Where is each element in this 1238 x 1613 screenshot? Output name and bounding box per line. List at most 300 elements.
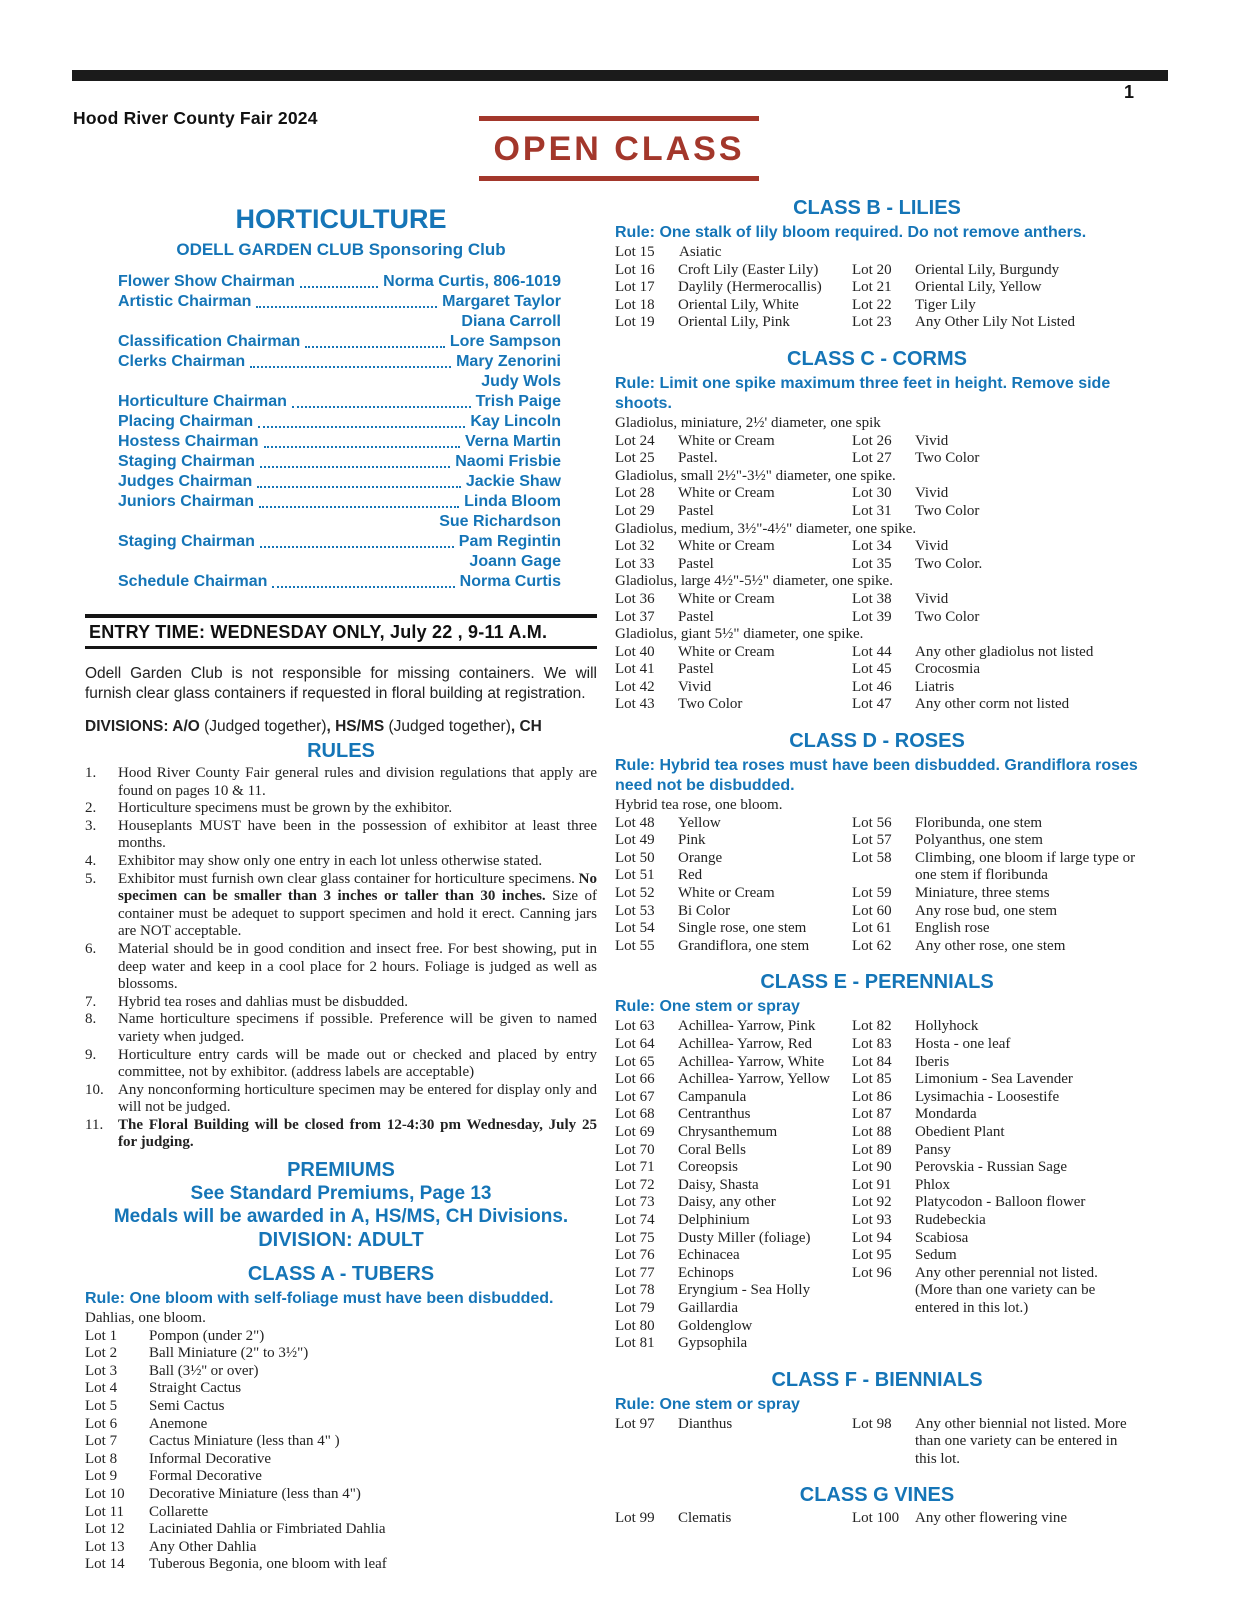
lot-row — [852, 1124, 1139, 1142]
lot-number: Lot 74 — [615, 1211, 655, 1228]
lot-number: Lot 34 — [852, 538, 892, 555]
lot-desc: Any rose bud, one stem — [915, 902, 1058, 919]
lot-desc: Achillea- Yarrow, Yellow — [678, 1071, 830, 1088]
lot-desc: Any other biennial not listed. More than one variety can be entered in this lot. — [915, 1415, 1127, 1467]
lot-number: Lot 97 — [615, 1415, 655, 1432]
lot-subcol-right — [852, 644, 1139, 714]
lot-row — [615, 1212, 852, 1230]
lot-desc: Ball (3½'' or over) — [149, 1362, 259, 1379]
rule-number: 9. — [85, 1046, 97, 1063]
lot-desc: Tuberous Begonia, one bloom with leaf — [149, 1556, 387, 1573]
lot-subcol-left — [615, 1416, 852, 1434]
lot-number: Lot 57 — [852, 832, 892, 849]
lot-columns — [615, 433, 1139, 468]
premiums-heading: PREMIUMS — [287, 1159, 395, 1182]
lot-row — [852, 538, 1139, 556]
lot-row — [615, 1018, 852, 1036]
rule-number: 11. — [85, 1116, 104, 1133]
lot-number: Lot 55 — [615, 937, 655, 954]
lot-row — [615, 903, 852, 921]
lot-number: Lot 45 — [852, 661, 892, 678]
premiums-block — [85, 1158, 597, 1252]
lot-number: Lot 31 — [852, 502, 892, 519]
lot-row — [615, 1159, 852, 1177]
lot-row — [852, 485, 1139, 503]
lot-desc: Floribunda, one stem — [915, 814, 1043, 831]
rule-number: 6. — [85, 940, 97, 957]
chairman-row — [118, 352, 561, 372]
lot-desc: Pastel. — [678, 450, 718, 467]
fair-title: Hood River County Fair 2024 — [73, 108, 318, 128]
class-rule: Rule: One stem or spray — [615, 998, 800, 1016]
lot-desc: English rose — [915, 920, 990, 937]
lot-number: Lot 29 — [615, 502, 655, 519]
rule-item — [85, 1117, 597, 1152]
lot-desc: Oriental Lily, Pink — [678, 314, 790, 331]
lot-columns — [615, 262, 1139, 332]
lot-desc: Daylily (Hermerocallis) — [678, 279, 822, 296]
lot-row — [615, 661, 852, 679]
chairman-name: Pam Regintin — [458, 533, 561, 550]
lot-number: Lot 60 — [852, 902, 892, 919]
lot-number: Lot 66 — [615, 1071, 655, 1088]
lot-row — [615, 538, 852, 556]
chairman-name: Norma Curtis — [459, 573, 561, 590]
lot-number: Lot 93 — [852, 1211, 892, 1228]
lot-desc: Anemone — [149, 1415, 208, 1432]
lot-number: Lot 14 — [85, 1556, 125, 1573]
lot-desc: Oriental Lily, Burgundy — [915, 261, 1060, 278]
lot-number: Lot 5 — [85, 1398, 118, 1415]
lot-row — [85, 1363, 597, 1381]
rule-item — [85, 871, 597, 941]
lot-number: Lot 21 — [852, 279, 892, 296]
class-rule: Rule: Hybrid tea roses must have been disbudded. Grandiflora roses need not be disbudded. — [615, 757, 1138, 795]
rule-number: 7. — [85, 993, 97, 1010]
lot-desc: Achillea- Yarrow, White — [678, 1053, 825, 1070]
lot-row — [85, 1398, 597, 1416]
lot-number: Lot 90 — [852, 1159, 892, 1176]
lot-subcol-left — [615, 262, 852, 332]
lot-row — [615, 938, 852, 956]
lot-desc: Iberis — [915, 1053, 950, 1070]
chairman-role: Horticulture Chairman — [118, 393, 287, 410]
dot-leader — [260, 546, 454, 548]
lot-row — [615, 1416, 852, 1434]
lot-number: Lot 10 — [85, 1486, 125, 1502]
lot-desc: Red — [678, 867, 703, 884]
lot-subcol-right — [852, 1018, 1139, 1317]
lot-desc: Vivid — [915, 590, 949, 607]
lot-subcol-right — [852, 262, 1139, 332]
lot-row — [85, 1539, 597, 1557]
class-section — [615, 347, 1139, 714]
lot-number: Lot 12 — [85, 1521, 125, 1538]
chairman-name: Judy Wols — [481, 373, 561, 390]
group-intro: Gladiolus, large 4½"-5½" diameter, one spike. — [615, 573, 893, 590]
lot-row — [852, 679, 1139, 697]
lot-number: Lot 81 — [615, 1335, 655, 1352]
lot-number: Lot 83 — [852, 1036, 892, 1052]
rule-item — [85, 800, 597, 818]
lot-number: Lot 2 — [85, 1345, 118, 1362]
chairman-row — [118, 432, 561, 452]
lot-row — [852, 556, 1139, 574]
lot-desc: Hosta - one leaf — [915, 1036, 1011, 1052]
lot-row — [615, 503, 852, 521]
lot-desc: Any other rose, one stem — [915, 937, 1066, 954]
class-a-lots — [85, 1328, 597, 1574]
chairman-row — [118, 532, 561, 552]
left-column — [85, 196, 597, 1574]
group-intro: Gladiolus, medium, 3½"-4½" diameter, one spike. — [615, 520, 917, 537]
lot-row — [615, 1510, 852, 1528]
lot-desc: Liatris — [915, 678, 955, 695]
lot-desc: Pompon (under 2") — [149, 1327, 265, 1344]
lot-columns — [615, 815, 1139, 956]
lot-row — [615, 644, 852, 662]
rule-text: Name horticulture specimens if possible. Preference will be given to named variety when judged. — [118, 1011, 597, 1045]
lot-row — [852, 1089, 1139, 1107]
lot-desc: Pastel — [678, 555, 714, 572]
dot-leader — [292, 406, 471, 408]
lot-desc: Vivid — [678, 678, 712, 695]
page-columns — [85, 196, 1139, 1574]
class-a-heading: CLASS A - TUBERS — [247, 1263, 435, 1286]
lot-number: Lot 48 — [615, 814, 655, 831]
lot-number: Lot 85 — [852, 1071, 892, 1088]
lot-row — [852, 850, 1139, 885]
lot-subcol-left — [615, 1018, 852, 1352]
lot-row — [85, 1521, 597, 1539]
lot-number: Lot 69 — [615, 1123, 655, 1140]
rule-text: Exhibitor may show only one entry in each lot unless otherwise stated. — [118, 852, 543, 869]
chairman-name: Linda Bloom — [464, 493, 561, 510]
lot-number: Lot 96 — [852, 1264, 892, 1281]
lot-subcol-right — [852, 538, 1139, 573]
lot-desc: Gypsophila — [678, 1335, 748, 1352]
containers-note: Odell Garden Club is not responsible for missing containers. We will furnish clear glass containers if requested in floral building at registration. — [85, 665, 597, 702]
dot-leader — [300, 286, 378, 288]
chairman-row — [118, 392, 561, 412]
lot-desc: Any other perennial not listed. (More than one variety can be entered in this lot.) — [915, 1264, 1098, 1316]
chairman-name: Verna Martin — [464, 433, 561, 450]
lot-subcol-left — [615, 433, 852, 468]
lot-desc: Obedient Plant — [915, 1123, 1005, 1140]
lot-columns — [615, 591, 1139, 626]
lot-desc: Two Color. — [915, 555, 983, 572]
lot-row — [852, 644, 1139, 662]
lot-row — [85, 1504, 597, 1522]
lot-row — [852, 503, 1139, 521]
premiums-line-2: Medals will be awarded in A, HS/MS, CH Divisions. — [113, 1206, 569, 1228]
lot-desc: Sedum — [915, 1247, 957, 1264]
lot-row — [85, 1556, 597, 1574]
lot-row — [852, 885, 1139, 903]
lot-row — [852, 450, 1139, 468]
chairman-row — [118, 332, 561, 352]
lot-desc: Vivid — [915, 485, 949, 502]
rule-text: Exhibitor must furnish own clear glass container for horticulture specimens. No specimen can be smaller than 3 inches or taller than 30 inches. Size of container must be adequet to support specimen and hold it erect. Canning jars are NOT acceptable. — [118, 870, 597, 940]
lot-row — [852, 1230, 1139, 1248]
class-section — [615, 970, 1139, 1352]
chairman-name: Diana Carroll — [461, 313, 561, 330]
dot-leader — [260, 466, 450, 468]
chairman-name: Jackie Shaw — [465, 473, 561, 490]
lot-desc: Hollyhock — [915, 1018, 979, 1035]
chairman-name: Joann Gage — [469, 553, 561, 570]
class-a-intro: Dahlias, one bloom. — [85, 1310, 206, 1327]
lot-number: Lot 37 — [615, 608, 655, 625]
lot-desc: Miniature, three stems — [915, 885, 1050, 902]
class-heading: CLASS D - ROSES — [789, 730, 965, 753]
lot-row — [615, 1036, 852, 1054]
chairman-name: Margaret Taylor — [442, 293, 561, 310]
lot-columns — [615, 1510, 1139, 1528]
class-heading: CLASS G VINES — [799, 1484, 955, 1507]
lot-row — [852, 903, 1139, 921]
dot-leader — [257, 486, 461, 488]
lot-subcol-right — [852, 433, 1139, 468]
lot-desc: Informal Decorative — [149, 1450, 272, 1467]
chairman-extra-row — [118, 512, 561, 532]
lot-number: Lot 65 — [615, 1053, 655, 1070]
lot-desc: Laciniated Dahlia or Fimbriated Dahlia — [149, 1521, 386, 1538]
lot-number: Lot 80 — [615, 1317, 655, 1334]
lot-subcol-left — [615, 1510, 852, 1528]
lot-row — [615, 1089, 852, 1107]
horticulture-heading: HORTICULTURE — [235, 204, 447, 234]
lot-number: Lot 84 — [852, 1053, 892, 1070]
lot-desc: Yellow — [678, 814, 721, 831]
dot-leader — [256, 306, 437, 308]
rule-item — [85, 818, 597, 853]
lot-row — [852, 1054, 1139, 1072]
lot-row — [852, 1177, 1139, 1195]
lot-desc: Polyanthus, one stem — [915, 832, 1043, 849]
lot-desc: Two Color — [915, 502, 980, 519]
lot-desc: Echinacea — [678, 1247, 740, 1264]
lot-row — [615, 885, 852, 903]
lot-number: Lot 70 — [615, 1141, 655, 1158]
lot-number: Lot 36 — [615, 590, 655, 607]
lot-row — [852, 262, 1139, 280]
lot-desc: White or Cream — [678, 643, 775, 660]
lot-row — [615, 832, 852, 850]
lot-number: Lot 58 — [852, 849, 892, 866]
lot-row — [615, 1106, 852, 1124]
lot-number: Lot 23 — [852, 314, 892, 331]
chairman-row — [118, 492, 561, 512]
lot-subcol-right — [852, 1510, 1139, 1528]
lot-subcol-left — [615, 815, 852, 956]
lot-number: Lot 100 — [852, 1510, 900, 1527]
lot-subcol-left — [615, 591, 852, 626]
chairman-extra-row — [118, 372, 561, 392]
lot-row — [85, 1328, 597, 1346]
rule-text: Horticulture specimens must be grown by the exhibitor. — [118, 800, 453, 817]
chairman-role: Placing Chairman — [118, 413, 254, 430]
class-section — [615, 196, 1139, 332]
premiums-line-1: See Standard Premiums, Page 13 — [190, 1183, 492, 1205]
rules-list — [85, 765, 597, 1152]
chairman-role: Clerks Chairman — [118, 353, 246, 370]
top-rule-bar — [72, 70, 1168, 81]
lot-subcol-right — [852, 815, 1139, 956]
lot-row — [85, 1451, 597, 1469]
lot-desc: Chrysanthemum — [678, 1123, 778, 1140]
lot-desc: Campanula — [678, 1088, 747, 1105]
lot-desc: Phlox — [915, 1176, 951, 1193]
lot-row — [852, 1018, 1139, 1036]
page-number: 1 — [1123, 82, 1134, 102]
chairman-row — [118, 292, 561, 312]
lot-number: Lot 28 — [615, 485, 655, 502]
lot-row — [615, 297, 852, 315]
lot-number: Lot 67 — [615, 1088, 655, 1105]
lot-desc: Goldenglow — [678, 1317, 753, 1334]
lot-subcol-left — [615, 644, 852, 714]
lot-desc: Decorative Miniature (less than 4") — [149, 1486, 361, 1502]
lot-row — [852, 1510, 1139, 1528]
lot-number: Lot 75 — [615, 1229, 655, 1246]
lot-columns — [615, 1416, 1139, 1469]
lot-number: Lot 43 — [615, 696, 655, 713]
lot-desc: Scabiosa — [915, 1229, 969, 1246]
lot-number: Lot 47 — [852, 696, 892, 713]
lot-row — [85, 1345, 597, 1363]
lot-number: Lot 27 — [852, 450, 892, 467]
lot-number: Lot 42 — [615, 678, 655, 695]
rules-heading: RULES — [307, 740, 375, 762]
lot-number: Lot 32 — [615, 538, 655, 555]
chairman-row — [118, 452, 561, 472]
class-section — [615, 729, 1139, 955]
lot-number: Lot 62 — [852, 937, 892, 954]
lot-row — [85, 1486, 597, 1504]
lot-columns — [615, 644, 1139, 714]
dot-leader — [272, 586, 454, 588]
group-intro: Gladiolus, giant 5½" diameter, one spike. — [615, 626, 864, 643]
lot-number: Lot 89 — [852, 1141, 892, 1158]
lot-number: Lot 78 — [615, 1282, 655, 1299]
lot-desc: Echinops — [678, 1264, 734, 1281]
lot-desc: Orange — [678, 849, 723, 866]
lot-desc: Semi Cactus — [149, 1398, 225, 1415]
lot-row — [85, 1380, 597, 1398]
lot-number: Lot 94 — [852, 1229, 892, 1246]
lot-row — [615, 815, 852, 833]
lot-number: Lot 86 — [852, 1088, 892, 1105]
lot-desc: Pansy — [915, 1141, 951, 1158]
lot-desc: Any Other Dahlia — [149, 1538, 257, 1555]
chairman-name: Trish Paige — [475, 393, 561, 410]
lot-row — [615, 262, 852, 280]
chairman-role: Staging Chairman — [118, 453, 255, 470]
lot-desc: Croft Lily (Easter Lily) — [678, 261, 819, 278]
rule-item — [85, 1011, 597, 1046]
lot-row — [615, 1142, 852, 1160]
class-rule: Rule: One stalk of lily bloom required. Do not remove anthers. — [615, 224, 1087, 241]
lot-number: Lot 64 — [615, 1036, 655, 1052]
rule-text: Any nonconforming horticulture specimen may be entered for display only and will not be judged. — [118, 1081, 597, 1116]
chairman-extra-row — [118, 552, 561, 572]
rule-number: 1. — [85, 765, 97, 781]
chairman-name: Lore Sampson — [449, 333, 561, 350]
lot-row — [852, 609, 1139, 627]
rule-text: Material should be in good condition and insect free. For best showing, put in deep water and keep in a cool place for 2 hours. Foliage is judged as well as blossoms. — [118, 940, 597, 993]
lot-row — [85, 1468, 597, 1486]
lot-desc: Grandiflora, one stem — [678, 937, 810, 954]
lot-desc: Coreopsis — [678, 1159, 738, 1176]
lot-desc: Coral Bells — [678, 1141, 746, 1158]
rule-item — [85, 994, 597, 1012]
lot-desc: Achillea- Yarrow, Red — [678, 1036, 812, 1052]
lot-row — [852, 938, 1139, 956]
lot-number: Lot 50 — [615, 849, 655, 866]
rule-item — [85, 765, 597, 800]
lot-row — [615, 850, 852, 868]
lot-desc: White or Cream — [678, 485, 775, 502]
group-intro: Gladiolus, small 2½"-3½" diameter, one spike. — [615, 467, 896, 484]
lot-desc: Collarette — [149, 1503, 209, 1520]
lot-number: Lot 59 — [852, 885, 892, 902]
lot-number: Lot 95 — [852, 1247, 892, 1264]
open-class-banner-box — [479, 116, 758, 181]
lot-desc: Clematis — [678, 1510, 732, 1527]
class-rule: Rule: Limit one spike maximum three feet in height. Remove side shoots. — [615, 374, 1111, 412]
lot-number: Lot 53 — [615, 902, 655, 919]
lot-number: Lot 11 — [85, 1503, 125, 1520]
lot-row — [852, 1071, 1139, 1089]
lot-number: Lot 51 — [615, 867, 655, 884]
lot-row — [615, 867, 852, 885]
group-intro: Hybrid tea rose, one bloom. — [615, 797, 783, 814]
lot-number: Lot 24 — [615, 432, 655, 449]
chairman-role: Flower Show Chairman — [118, 273, 295, 290]
division-adult-heading: DIVISION: ADULT — [258, 1229, 424, 1252]
lot-row — [852, 1212, 1139, 1230]
lot-number: Lot 30 — [852, 485, 892, 502]
lot-desc: Oriental Lily, White — [678, 296, 799, 313]
group-intro: Gladiolus, miniature, 2½' diameter, one spik — [615, 414, 881, 431]
lot-desc: White or Cream — [678, 590, 775, 607]
entry-time-banner: ENTRY TIME: WEDNESDAY ONLY, July 22 , 9-11 A.M. — [85, 614, 597, 649]
lot-row — [852, 1265, 1139, 1318]
lot-desc: Climbing, one bloom if large type or one stem if floribunda — [915, 849, 1136, 884]
lot-row — [852, 832, 1139, 850]
lot-row — [615, 1318, 852, 1336]
lot-number: Lot 68 — [615, 1106, 655, 1123]
dot-leader — [250, 366, 451, 368]
lot-desc: Single rose, one stem — [678, 920, 807, 937]
chairman-name: Naomi Frisbie — [455, 453, 561, 470]
lot-row — [852, 314, 1139, 332]
rule-item — [85, 1082, 597, 1117]
lot-number: Lot 22 — [852, 296, 892, 313]
chairman-role: Schedule Chairman — [118, 573, 268, 590]
lot-number: Lot 56 — [852, 814, 892, 831]
lot-desc: Two Color — [915, 450, 980, 467]
chairman-role: Judges Chairman — [118, 473, 253, 490]
lot-desc: Any other flowering vine — [915, 1510, 1068, 1527]
lot-row — [852, 433, 1139, 451]
lot-number: Lot 33 — [615, 555, 655, 572]
lot-desc: Pastel — [678, 608, 714, 625]
lot-number: Lot 77 — [615, 1264, 655, 1281]
lot-number: Lot 8 — [85, 1450, 118, 1467]
lot-number: Lot 13 — [85, 1538, 125, 1555]
